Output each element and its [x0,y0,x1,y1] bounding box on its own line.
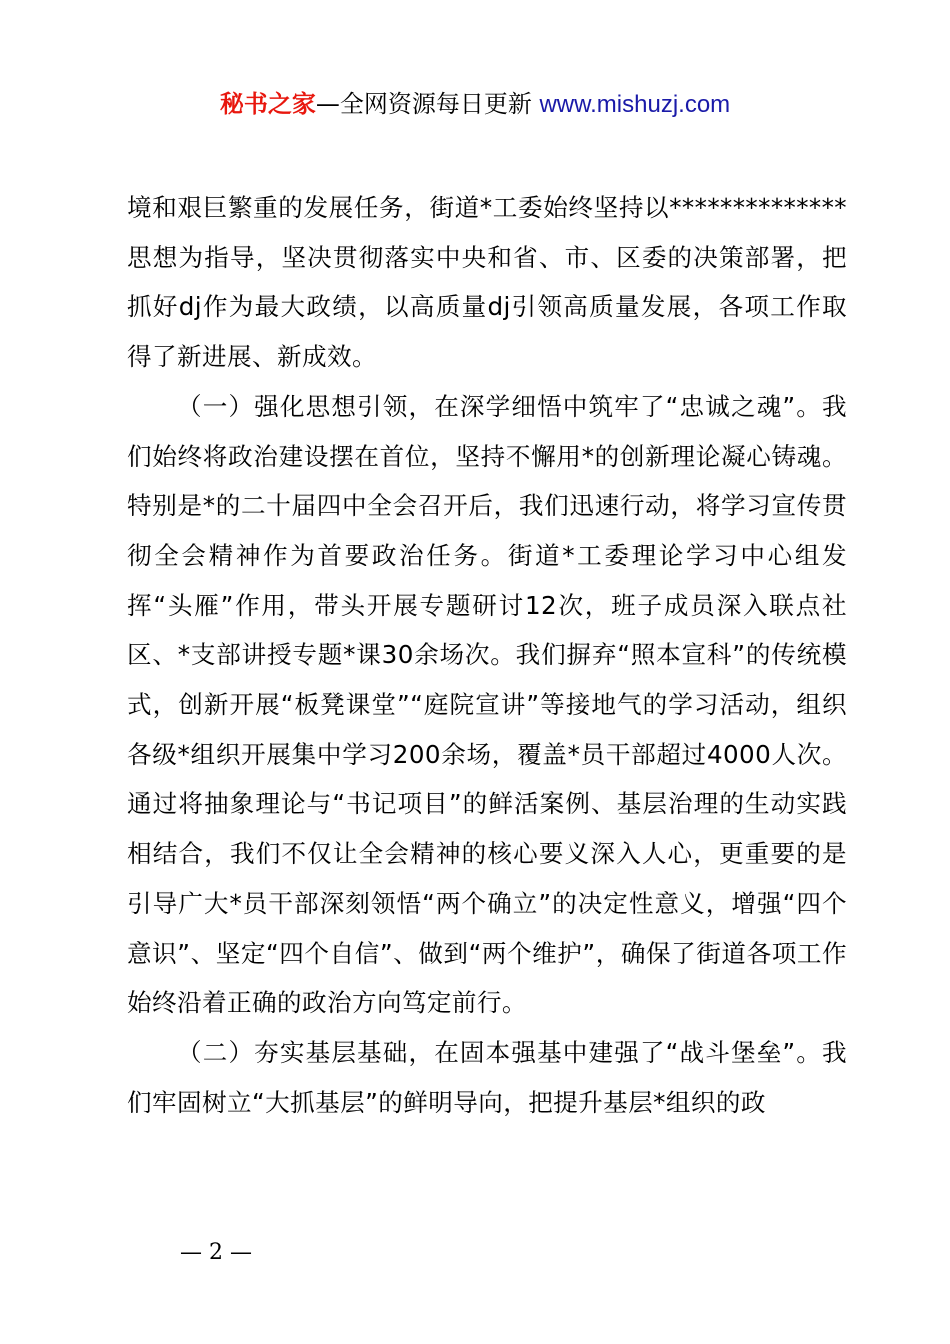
page-number: — 2 — [180,1240,252,1265]
site-tagline: —全网资源每日更新 [315,90,540,118]
paragraph-section-1: （一）强化思想引领，在深学细悟中筑牢了“忠诚之魂”。我们始终将政治建设摆在首位，坚持不懈用*的创新理论凝心铸魂。特别是*的二十届四中全会召开后，我们迅速行动，将学习宣传贯彻全会精神作为首要政治任务。街道*工委理论学习中心组发挥“头雁”作用，带头开展专题研讨12次，班子成员深入联点社区、*支部讲授专题*课30余场次。我们摒弃“照本宣科”的传统模式，创新开展“板凳课堂”“庭院宣讲”等接地气的学习活动，组织各级*组织开展集中学习200余场，覆盖*员干部超过4000人次。通过将抽象理论与“书记项目”的鲜活案例、基层治理的生动实践相结合，我们不仅让全会精神的核心要义深入人心，更重要的是引导广大*员干部深刻领悟“两个确立”的决定性意义，增强“四个意识”、坚定“四个自信”、做到“两个维护”，确保了街道各项工作始终沿着正确的政治方向笃定前行。 [127,391,847,1018]
site-header [0,86,950,123]
site-url-link[interactable]: www.mishuzj.com [539,91,731,118]
site-brand: 秘书之家 [219,90,316,118]
document-body [127,183,847,1127]
paragraph-intro: 境和艰巨繁重的发展任务，街道*工委始终坚持以**************思想为指导，坚决贯彻落实中央和省、市、区委的决策部署，把抓好dj作为最大政绩，以高质量dj引领高质量发展，各项工作取得了新进展、新成效。 [127,193,847,372]
paragraph-section-2: （二）夯实基层基础，在固本强基中建强了“战斗堡垒”。我们牢固树立“大抓基层”的鲜明导向，把提升基层*组织的政 [127,1037,847,1117]
